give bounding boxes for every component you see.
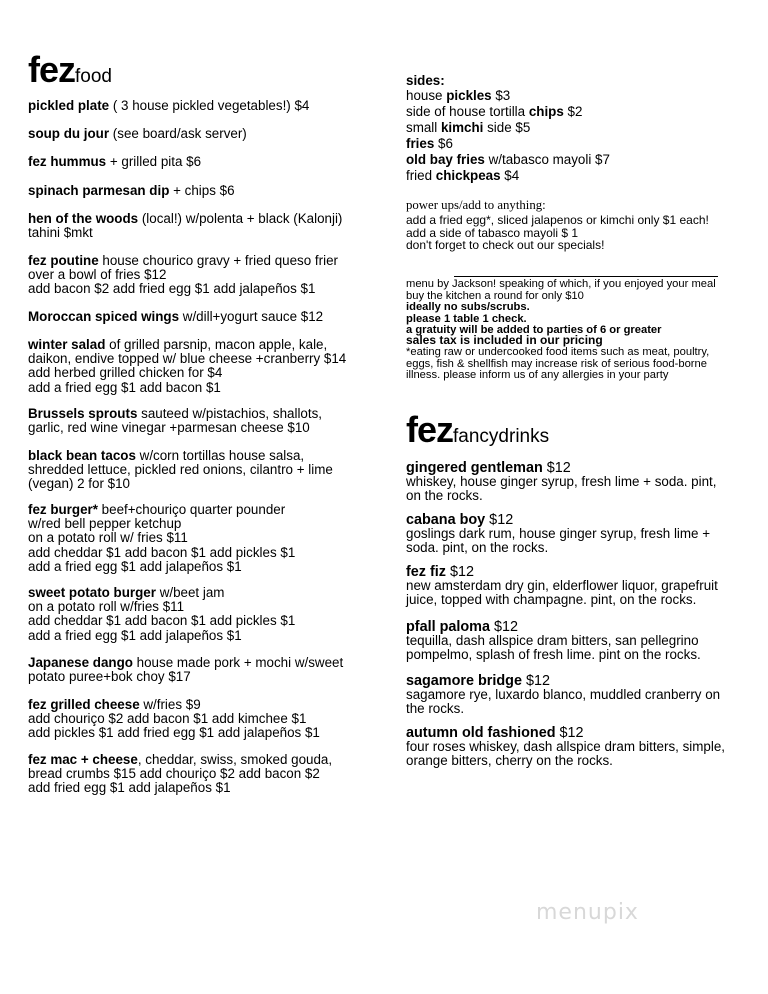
food-item-desc: of grilled parsnip, macon apple, kale, daikon, endive topped w/ blue cheese +cranberry $14 add herbed grilled chicken for $4 add a fried egg $1 add bacon $1: [28, 337, 347, 395]
food-header: [28, 49, 112, 90]
food-item-name: hen of the woods: [28, 211, 139, 226]
drink-price: $12: [521, 673, 550, 689]
side-item-suffix: $3: [491, 88, 511, 103]
drink-price: $12: [542, 460, 571, 476]
food-item-desc: ( 3 house pickled vegetables!) $4: [109, 98, 310, 113]
food-warning: *eating raw or undercooked food items such as meat, poultry, eggs, fish & shellfish may increase risk of serious food-borne illness. please inform us of any allergies in your party: [406, 346, 710, 382]
drink-item: [406, 461, 751, 504]
sides-title: sides:: [406, 73, 445, 88]
side-item: [406, 88, 751, 104]
food-item-desc: (see board/ask server): [109, 126, 247, 141]
power-ups-title: power ups/add to anything:: [406, 198, 546, 212]
drink-name: autumn old fashioned: [406, 725, 556, 741]
side-item-name: chips: [528, 104, 564, 119]
side-item-suffix: $2: [563, 104, 583, 119]
drink-item: [406, 565, 751, 608]
drink-desc: sagamore rye, luxardo blanco, muddled cranberry on the rocks.: [406, 687, 721, 717]
side-item-prefix: fried: [406, 168, 436, 183]
side-item-name: kimchi: [440, 120, 484, 135]
side-item-name: old bay fries: [406, 152, 485, 167]
food-item: [28, 586, 373, 643]
drink-price: $12: [445, 564, 474, 580]
drink-item: [406, 620, 751, 663]
food-item-desc: , cheddar, swiss, smoked gouda, bread crumbs $15 add chouriço $2 add bacon $2 add fried egg $1 add jalapeños $1: [28, 752, 333, 796]
food-item-name: Moroccan spiced wings: [28, 309, 180, 324]
food-item-desc: + chips $6: [169, 183, 235, 198]
food-item-name: soup du jour: [28, 126, 110, 141]
food-header-label: food: [75, 66, 112, 87]
food-item-name: fez grilled cheese: [28, 697, 140, 712]
side-item-suffix: w/tabasco mayoli $7: [484, 152, 610, 167]
food-item-name: black bean tacos: [28, 448, 136, 463]
food-item-desc: + grilled pita $6: [106, 154, 202, 169]
food-item-name: winter salad: [28, 337, 106, 352]
drink-desc: goslings dark rum, house ginger syrup, fresh lime + soda. pint, on the rocks.: [406, 526, 711, 556]
side-item-suffix: $4: [500, 168, 520, 183]
food-item-desc: house made pork + mochi w/sweet potato puree+bok choy $17: [28, 655, 344, 685]
side-item-suffix: $6: [434, 136, 453, 151]
drink-price: $12: [489, 619, 518, 635]
drink-name: pfall paloma: [406, 619, 490, 635]
drink-desc: whiskey, house ginger syrup, fresh lime + soda. pint, on the rocks.: [406, 474, 717, 504]
drink-item: [406, 513, 751, 556]
food-item: [28, 407, 373, 435]
drink-item: [406, 726, 751, 769]
side-item-suffix: side $5: [483, 120, 531, 135]
side-item-name: chickpeas: [435, 168, 501, 183]
food-item-name: Japanese dango: [28, 655, 133, 670]
food-item-desc: w/fries $9 add chouriço $2 add bacon $1 add kimchee $1 add pickles $1 add fried egg $1 add jalapeños $1: [28, 697, 320, 741]
food-item-desc: w/dill+yogurt sauce $12: [179, 309, 324, 324]
food-item-desc: sauteed w/pistachios, shallots, garlic, red wine vinegar +parmesan cheese $10: [28, 406, 322, 436]
side-item-prefix: house: [406, 88, 447, 103]
drinks-header-brand: fez: [406, 409, 454, 450]
food-item: [28, 127, 373, 141]
food-header-brand: fez: [28, 49, 76, 90]
drink-price: $12: [485, 512, 514, 528]
side-item-name: fries: [406, 136, 435, 151]
food-item-name: fez burger*: [28, 502, 98, 517]
side-item: [406, 152, 751, 168]
drink-desc: four roses whiskey, dash allspice dram bitters, simple, orange bitters, cherry on the rocks.: [406, 739, 726, 769]
food-item-desc: (local!) w/polenta + black (Kalonji) tahini $mkt: [28, 211, 343, 241]
food-item-name: fez mac + cheese: [28, 752, 138, 767]
food-item-name: pickled plate: [28, 98, 110, 113]
side-item: [406, 136, 751, 152]
tax-note: sales tax is included in our pricing: [406, 333, 603, 347]
food-item-desc: w/beet jam on a potato roll w/fries $11 add cheddar $1 add bacon $1 add pickles $1 add a fried egg $1 add jalapeños $1: [28, 585, 296, 643]
food-item: [28, 753, 373, 796]
side-item: [406, 168, 751, 184]
food-item-desc: house chourico gravy + fried queso frier over a bowl of fries $12 add bacon $2 add fried egg $1 add jalapeños $1: [28, 253, 338, 297]
food-item-name: spinach parmesan dip: [28, 183, 170, 198]
food-item: [28, 254, 373, 297]
drink-name: cabana boy: [406, 512, 486, 528]
food-item: [28, 698, 373, 741]
food-item: [28, 503, 373, 574]
drink-name: sagamore bridge: [406, 673, 522, 689]
food-item: [28, 99, 373, 113]
food-item-desc: beef+chouriço quarter pounder w/red bell pepper ketchup on a potato roll w/ fries $11 add cheddar $1 add bacon $1 add pickles $1 add a fried egg $1 add jalapeños $1: [28, 502, 296, 574]
food-item-name: fez hummus: [28, 154, 107, 169]
drink-name: fez fiz: [406, 564, 446, 580]
drink-desc: tequilla, dash allspice dram bitters, san pellegrino pompelmo, splash of fresh lime. pint on the rocks.: [406, 633, 701, 663]
food-item: [28, 338, 373, 395]
drink-price: $12: [555, 725, 584, 741]
power-ups-text: add a fried egg*, sliced jalapenos or kimchi only $1 each! add a side of tabasco mayoli $ 1 don't forget to check out our specials!: [406, 213, 709, 253]
food-item: [28, 310, 373, 324]
food-item: [28, 656, 373, 684]
menupix-watermark: menupix: [536, 900, 639, 925]
side-item-prefix: side of house tortilla: [406, 104, 529, 119]
menu-credit: menu by Jackson! speaking of which, if you enjoyed your meal buy the kitchen a round for only $10: [406, 278, 716, 302]
side-item: [406, 120, 751, 136]
food-item: [28, 184, 373, 198]
drink-name: gingered gentleman: [406, 460, 543, 476]
drink-item: [406, 674, 751, 717]
drink-desc: new amsterdam dry gin, elderflower liquor, grapefruit juice, topped with champagne. pint, on the rocks.: [406, 578, 718, 608]
food-item-name: fez poutine: [28, 253, 99, 268]
drinks-header-label: fancydrinks: [453, 426, 550, 447]
food-item: [28, 449, 373, 492]
food-item-name: sweet potato burger: [28, 585, 156, 600]
drinks-header: [406, 409, 550, 450]
food-item-name: Brussels sprouts: [28, 406, 138, 421]
side-item-name: pickles: [446, 88, 492, 103]
divider: [454, 276, 718, 277]
food-item: [28, 212, 373, 240]
policy-notes: ideally no subs/scrubs. please 1 table 1 check. a gratuity will be added to parties of 6 or greater: [406, 301, 662, 337]
food-item: [28, 155, 373, 169]
side-item: [406, 104, 751, 120]
food-item-desc: w/corn tortillas house salsa, shredded lettuce, pickled red onions, cilantro + lime (vegan) 2 for $10: [28, 448, 333, 492]
side-item-prefix: small: [406, 120, 441, 135]
